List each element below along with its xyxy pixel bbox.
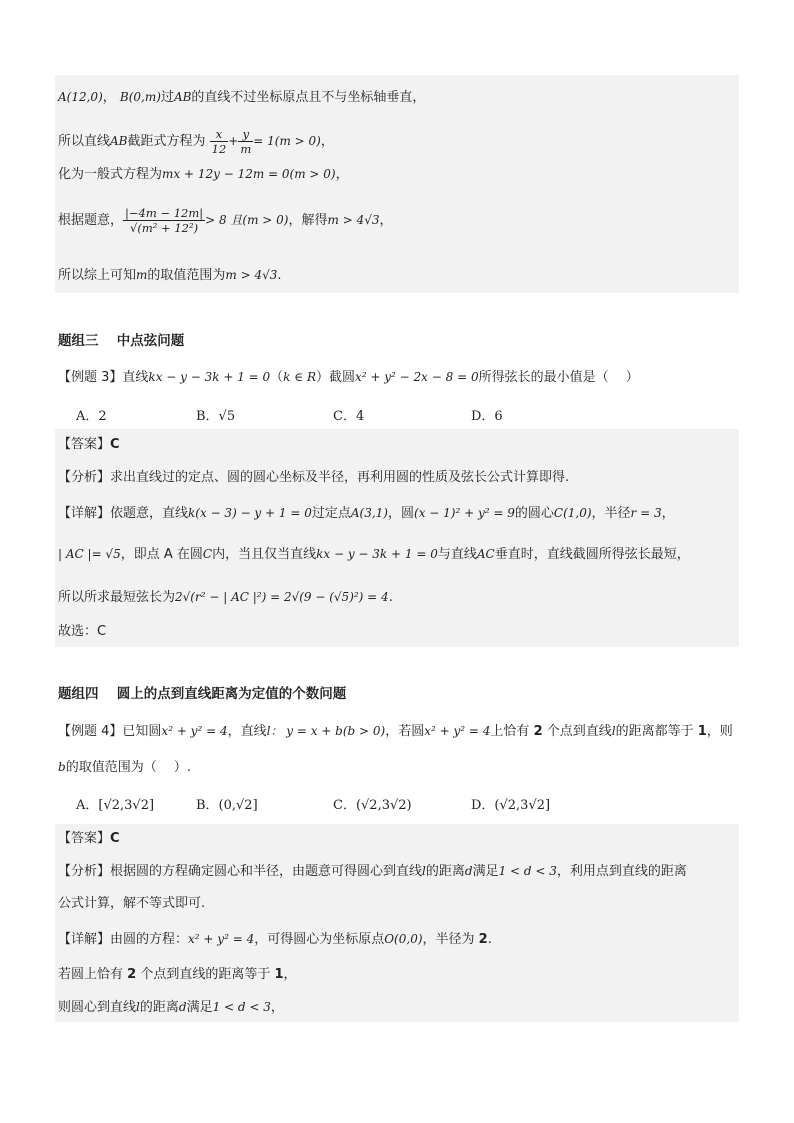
option-d: D．(√2,3√2] xyxy=(471,798,551,813)
option-b: B．√5 xyxy=(196,409,236,424)
solution-line-2: 所以直线AB截距式方程为 $\frac{x}{12}$ + $\frac{y}{m}$ = 1(m > 0)， xyxy=(58,127,334,156)
fraction-y-m: $\frac{y}{m}$ xyxy=(240,127,252,156)
detail-line-3: 所以所求最短弦长为2√(r² − | AC |²) = 2√(9 − (√5)²) = 4. xyxy=(58,590,393,605)
detail-line-1: 【详解】由圆的方程：x² + y² = 4，可得圆心为坐标原点O(0,0)，半径为 2. xyxy=(58,932,492,947)
example-4-question-1: 【例题 4】已知圆x² + y² = 4，直线l： y = x + b(b > 0)，若圆x² + y² = 4上恰有 2 个点到直线l的距离都等于 1，则 xyxy=(58,724,733,739)
answer-panel-3 xyxy=(55,429,739,647)
conclusion-line: 故选：C xyxy=(58,624,107,639)
option-d: D．6 xyxy=(471,409,503,424)
answer-line: 【答案】C xyxy=(58,831,120,846)
option-b: B．(0,√2] xyxy=(196,798,258,813)
detail-line-2: | AC |= √5，即点 A 在圆C内，当且仅当直线kx − y − 3k + 1 = 0与直线AC垂直时，直线截圆所得弦长最短， xyxy=(58,547,690,562)
detail-line-3: 则圆心到直线l的距离d满足1 < d < 3， xyxy=(58,1000,284,1015)
solution-line-4: 根据题意， $\frac{|-4m - 12m|}{\text{√(m² + 12²)}}$ > 8 且(m > 0)，解得m > 4√3， xyxy=(58,206,393,235)
solution-line-5: 所以综上可知m的取值范围为m > 4√3. xyxy=(58,268,282,283)
fraction-distance: $\frac{|-4m - 12m|}{\text{√(m² + 12²)}}$ xyxy=(125,206,204,235)
answer-line: 【答案】C xyxy=(58,437,120,452)
section-heading-4: 题组四 圆上的点到直线距离为定值的个数问题 xyxy=(58,686,347,702)
answer-panel-4 xyxy=(55,824,739,1022)
option-c: C．4 xyxy=(333,409,365,424)
solution-line-1: A(12,0)， B(0,m)过AB的直线不过坐标原点且不与坐标轴垂直， xyxy=(58,90,426,105)
example-4-question-2: b的取值范围为（ ）. xyxy=(58,760,191,775)
example-3-question: 【例题 3】直线kx − y − 3k + 1 = 0（k ∈ R）截圆x² + y² − 2x − 8 = 0所得弦长的最小值是（ ） xyxy=(58,370,639,385)
section-heading-3: 题组三 中点弦问题 xyxy=(58,333,185,349)
analysis-line-1: 【分析】根据圆的方程确定圆心和半径，由题意可得圆心到直线l的距离d满足1 < d < 3，利用点到直线的距离 xyxy=(58,864,687,879)
detail-line-1: 【详解】依题意，直线k(x − 3) − y + 1 = 0过定点A(3,1)，圆(x − 1)² + y² = 9的圆心C(1,0)，半径r = 3， xyxy=(58,506,675,521)
fraction-x-12: $\frac{x}{12}$ xyxy=(211,127,227,156)
option-a: A．[√2,3√2] xyxy=(76,798,155,813)
option-c: C．(√2,3√2) xyxy=(333,798,412,813)
analysis-line: 【分析】求出直线过的定点、圆的圆心坐标及半径，再利用圆的性质及弦长公式计算即得. xyxy=(58,470,570,485)
solution-panel-top xyxy=(55,75,739,293)
solution-line-3: 化为一般式方程为mx + 12y − 12m = 0(m > 0)， xyxy=(58,167,349,182)
option-a: A．2 xyxy=(76,409,107,424)
analysis-line-2: 公式计算，解不等式即可. xyxy=(58,896,206,911)
detail-line-2: 若圆上恰有 2 个点到直线的距离等于 1， xyxy=(58,967,297,982)
